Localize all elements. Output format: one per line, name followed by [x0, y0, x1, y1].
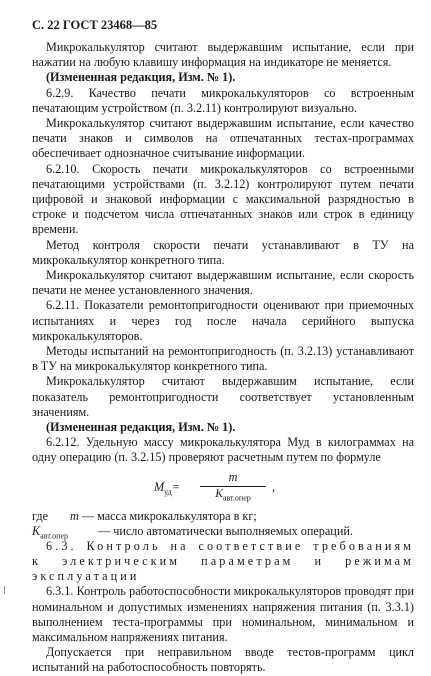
- paragraph: Микрокалькулятор считают выдержавшим испытание, если скорость печати не менее установленного значения.: [32, 268, 414, 298]
- legend-lead: где: [32, 508, 49, 523]
- formula-denominator-symbol: K: [215, 487, 223, 500]
- paragraph: 6.2.10. Скорость печати микрокалькуляторов со встроенными печатающими устройствами (п. 3.2.12) контролируют путем печати цифровой и знаковой информации с максимальной разрядностью в строке и подсчетом числа отпечатанных знаков или строк в единицу времени.: [32, 161, 414, 237]
- legend-row-operations: [32, 524, 353, 544]
- paragraph: 6.2.12. Удельную массу микрокалькулятора Mуд в килограммах на одну операцию (п. 3.2.15) проверяют расчетным путем по формуле: [32, 435, 414, 465]
- formula-lhs: [154, 480, 180, 500]
- paragraph: Методы испытаний на ремонтопригодность (п. 3.2.13) устанавливают в ТУ на микрокалькулятор конкретного типа.: [32, 344, 414, 374]
- legend-text: — масса микрокалькулятора в кг;: [81, 508, 257, 523]
- formula-equals: =: [171, 479, 180, 494]
- amendment-note: (Измененная редакция, Изм. № 1).: [46, 420, 236, 435]
- paragraph: Микрокалькулятор считают выдержавшим испытание, если качество печати знаков и символов на отпечатанных тестах-программах обеспечивает однозначное считывание информации.: [32, 116, 414, 161]
- legend-symbol: m: [70, 508, 79, 523]
- mass-formula: [32, 470, 414, 506]
- legend-text: — число автоматически выполняемых операций.: [98, 523, 353, 538]
- paragraph: Допускается при неправильном вводе тестов-программ цикл испытаний на работоспособность повторять.: [32, 645, 414, 675]
- paragraph: 6.2.11. Показатели ремонтопригодности оценивают при приемочных испытаниях и через год после начала серийного выпуска микрокалькуляторов.: [32, 298, 414, 343]
- paragraph: Микрокалькулятор считают выдержавшим испытание, если при нажатии на любую клавишу информация на индикаторе не меняется.: [32, 40, 414, 70]
- paragraph: 6.2.9. Качество печати микрокалькуляторов со встроенным печатающим устройством (п. 3.2.11) контролируют визуально.: [32, 85, 414, 115]
- formula-denominator-subscript: авт.опер: [222, 493, 251, 503]
- paragraph: Микрокалькулятор считают выдержавшим испытание, если показатель ремонтопригодности соответствует установленным значениям.: [32, 374, 414, 419]
- paragraph: Метод контроля скорости печати устанавливают в ТУ на микрокалькулятор конкретного типа.: [32, 237, 414, 267]
- legend-symbol: K: [32, 523, 41, 538]
- formula-denominator: [200, 487, 266, 506]
- formula-numerator: m: [200, 470, 266, 487]
- formula-fraction: [200, 470, 266, 506]
- paragraph: 6.3.1. Контроль работоспособности микрокалькуляторов проводят при номинальном и допустимых изменениях напряжения питания (п. 3.3.1) выполнением теста-программы при номинальном, минимальном и максимальном напряжениях питания.: [32, 584, 414, 644]
- section-heading: 6.3. Контроль на соответствие требованиям к электрическим параметрам и режимам эксплуатации: [32, 538, 414, 584]
- formula-comma: ,: [272, 479, 276, 494]
- legend-subscript: авт.опер: [40, 531, 68, 541]
- legend-row-mass: [32, 509, 257, 524]
- formula-legend: [32, 509, 414, 539]
- formula-lhs-symbol: M: [154, 479, 165, 494]
- formula-lhs-subscript: уд: [164, 487, 172, 497]
- margin-mark: [4, 586, 5, 594]
- document-body: [32, 40, 414, 676]
- page-header: С. 22 ГОСТ 23468—85: [32, 18, 158, 32]
- legend-symbol-k: [32, 524, 98, 544]
- amendment-note: (Измененная редакция, Изм. № 1).: [46, 70, 236, 85]
